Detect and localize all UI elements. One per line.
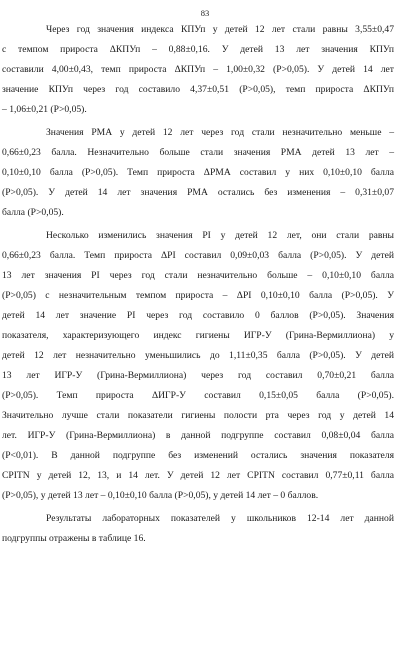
text-line: детей 14 лет значение PI через год составило 0 баллов (Р>0,05). Значения [2,310,394,321]
page-body [2,20,394,549]
paragraph-lab-results [2,509,394,549]
paragraph-pi-hygiene-cpitn [2,226,394,506]
text-line: CPITN у детей 12, 13, и 14 лет. У детей 12 лет CPITN составил 0,77±0,11 балла [2,470,394,481]
text-line: составили 4,00±0,43, темп прироста ΔКПУп – 1,00±0,32 (Р>0,05). У детей 14 лет [2,64,394,75]
text-line: показателя, характеризующего индекс гигиены ИГР-У (Грина-Вермиллиона) у [2,330,394,341]
text-line: с темпом прироста ΔКПУп – 0,88±0,16. У детей 13 лет значения КПУп [2,44,394,55]
text-line: балла (Р>0,05). [2,207,64,218]
text-line: подгруппы отражены в таблице 16. [2,533,146,544]
text-line: 0,66±0,23 балла. Незначительно больше стали значения РМА детей 13 лет – [2,147,394,158]
page-number: 83 [200,8,210,18]
text-line: 13 лет значения PI через год стали незначительно больше – 0,10±0,10 балла [2,270,394,281]
paragraph-pma-index [2,123,394,223]
text-line: (Р>0,05) с незначительным темпом прироста – ΔPI 0,10±0,10 балла (Р>0,05). У [2,290,394,301]
text-line: Значения РМА у детей 12 лет через год стали незначительно меньше – [46,127,394,138]
text-line: значение КПУп через год составило 4,37±0,51 (Р>0,05), темп прироста ΔКПУп [2,84,394,95]
paragraph-kpu-index [2,20,394,120]
text-line: (Р>0,05), у детей 13 лет – 0,10±0,10 балла (Р>0,05), у детей 14 лет – 0 баллов. [2,490,319,501]
text-line: Результаты лабораторных показателей у школьников 12-14 лет данной [46,513,394,524]
text-line: Несколько изменились значения PI у детей 12 лет, они стали равны [46,230,394,241]
text-line: (Р>0,05). У детей 14 лет значения РМА остались без изменения – 0,31±0,07 [2,187,394,198]
text-line: – 1,06±0,21 (Р>0,05). [2,104,87,115]
text-line: Значительно лучше стали показатели гигиены полости рта через год у детей 14 [2,410,394,421]
text-line: 0,10±0,10 балла (Р>0,05). Темп прироста ΔРМА составил у них 0,10±0,10 балла [2,167,394,178]
text-line: 0,66±0,23 балла. Темп прироста ΔPI составил 0,09±0,03 балла (Р>0,05). У детей [2,250,394,261]
text-line: (Р>0,05). Темп прироста ΔИГР-У составил 0,15±0,05 балла (Р>0,05). [2,390,394,401]
text-line: 13 лет ИГР-У (Грина-Вермиллиона) через год составил 0,70±0,21 балла [2,370,394,381]
text-line: (Р<0,01). В данной подгруппе без изменений остались значения показателя [2,450,394,461]
text-line: детей 12 лет незначительно уменьшились до 1,11±0,35 балла (Р>0,05). У детей [2,350,394,361]
text-line: Через год значения индекса КПУп у детей 12 лет стали равны 3,55±0,47 [46,24,394,35]
text-line: лет. ИГР-У (Грина-Вермиллиона) в данной подгруппе составил 0,08±0,04 балла [2,430,394,441]
